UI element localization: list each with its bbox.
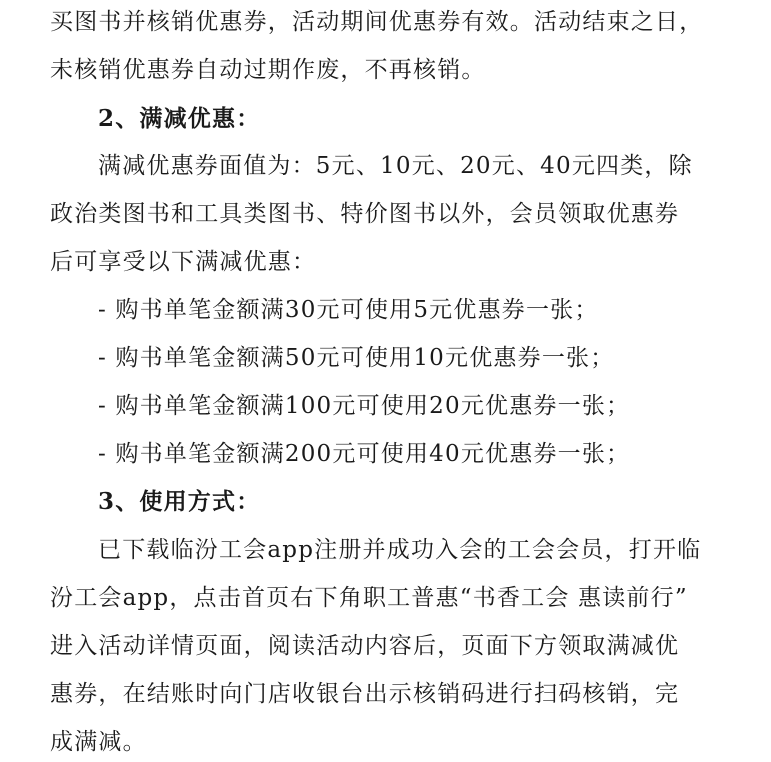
section-3-paragraph-line-3: 进入活动详情页面，阅读活动内容后，页面下方领取满减优 <box>50 633 680 659</box>
discount-rule-item: - 购书单笔金额满30元可使用5元优惠券一张； <box>98 297 599 323</box>
discount-rule-item: - 购书单笔金额满50元可使用10元优惠券一张； <box>98 345 615 371</box>
intro-line-1: 买图书并核销优惠券，活动期间优惠券有效。活动结束之日， <box>50 9 704 35</box>
section-2-paragraph-line-2: 政治类图书和工具类图书、特价图书以外，会员领取优惠券 <box>50 201 680 227</box>
section-2-paragraph-line-3: 后可享受以下满减优惠： <box>50 249 317 275</box>
discount-rule-item: - 购书单笔金额满200元可使用40元优惠券一张； <box>98 441 631 467</box>
discount-rule-item: - 购书单笔金额满100元可使用20元优惠券一张； <box>98 393 631 419</box>
section-3-heading: 3、使用方式： <box>98 488 261 515</box>
intro-line-2: 未核销优惠券自动过期作废，不再核销。 <box>50 57 486 83</box>
section-3-paragraph-line-1: 已下载临汾工会app注册并成功入会的工会会员，打开临 <box>98 537 702 563</box>
section-3-paragraph-line-5: 成满减。 <box>50 729 147 755</box>
section-2-paragraph-line-1: 满减优惠券面值为：5元、10元、20元、40元四类，除 <box>98 153 693 179</box>
section-3-paragraph-line-4: 惠券，在结账时向门店收银台出示核销码进行扫码核销，完 <box>50 681 680 707</box>
section-3-paragraph-line-2: 汾工会app，点击首页右下角职工普惠“书香工会 惠读前行” <box>50 585 688 611</box>
section-2-heading: 2、满减优惠： <box>98 105 261 132</box>
